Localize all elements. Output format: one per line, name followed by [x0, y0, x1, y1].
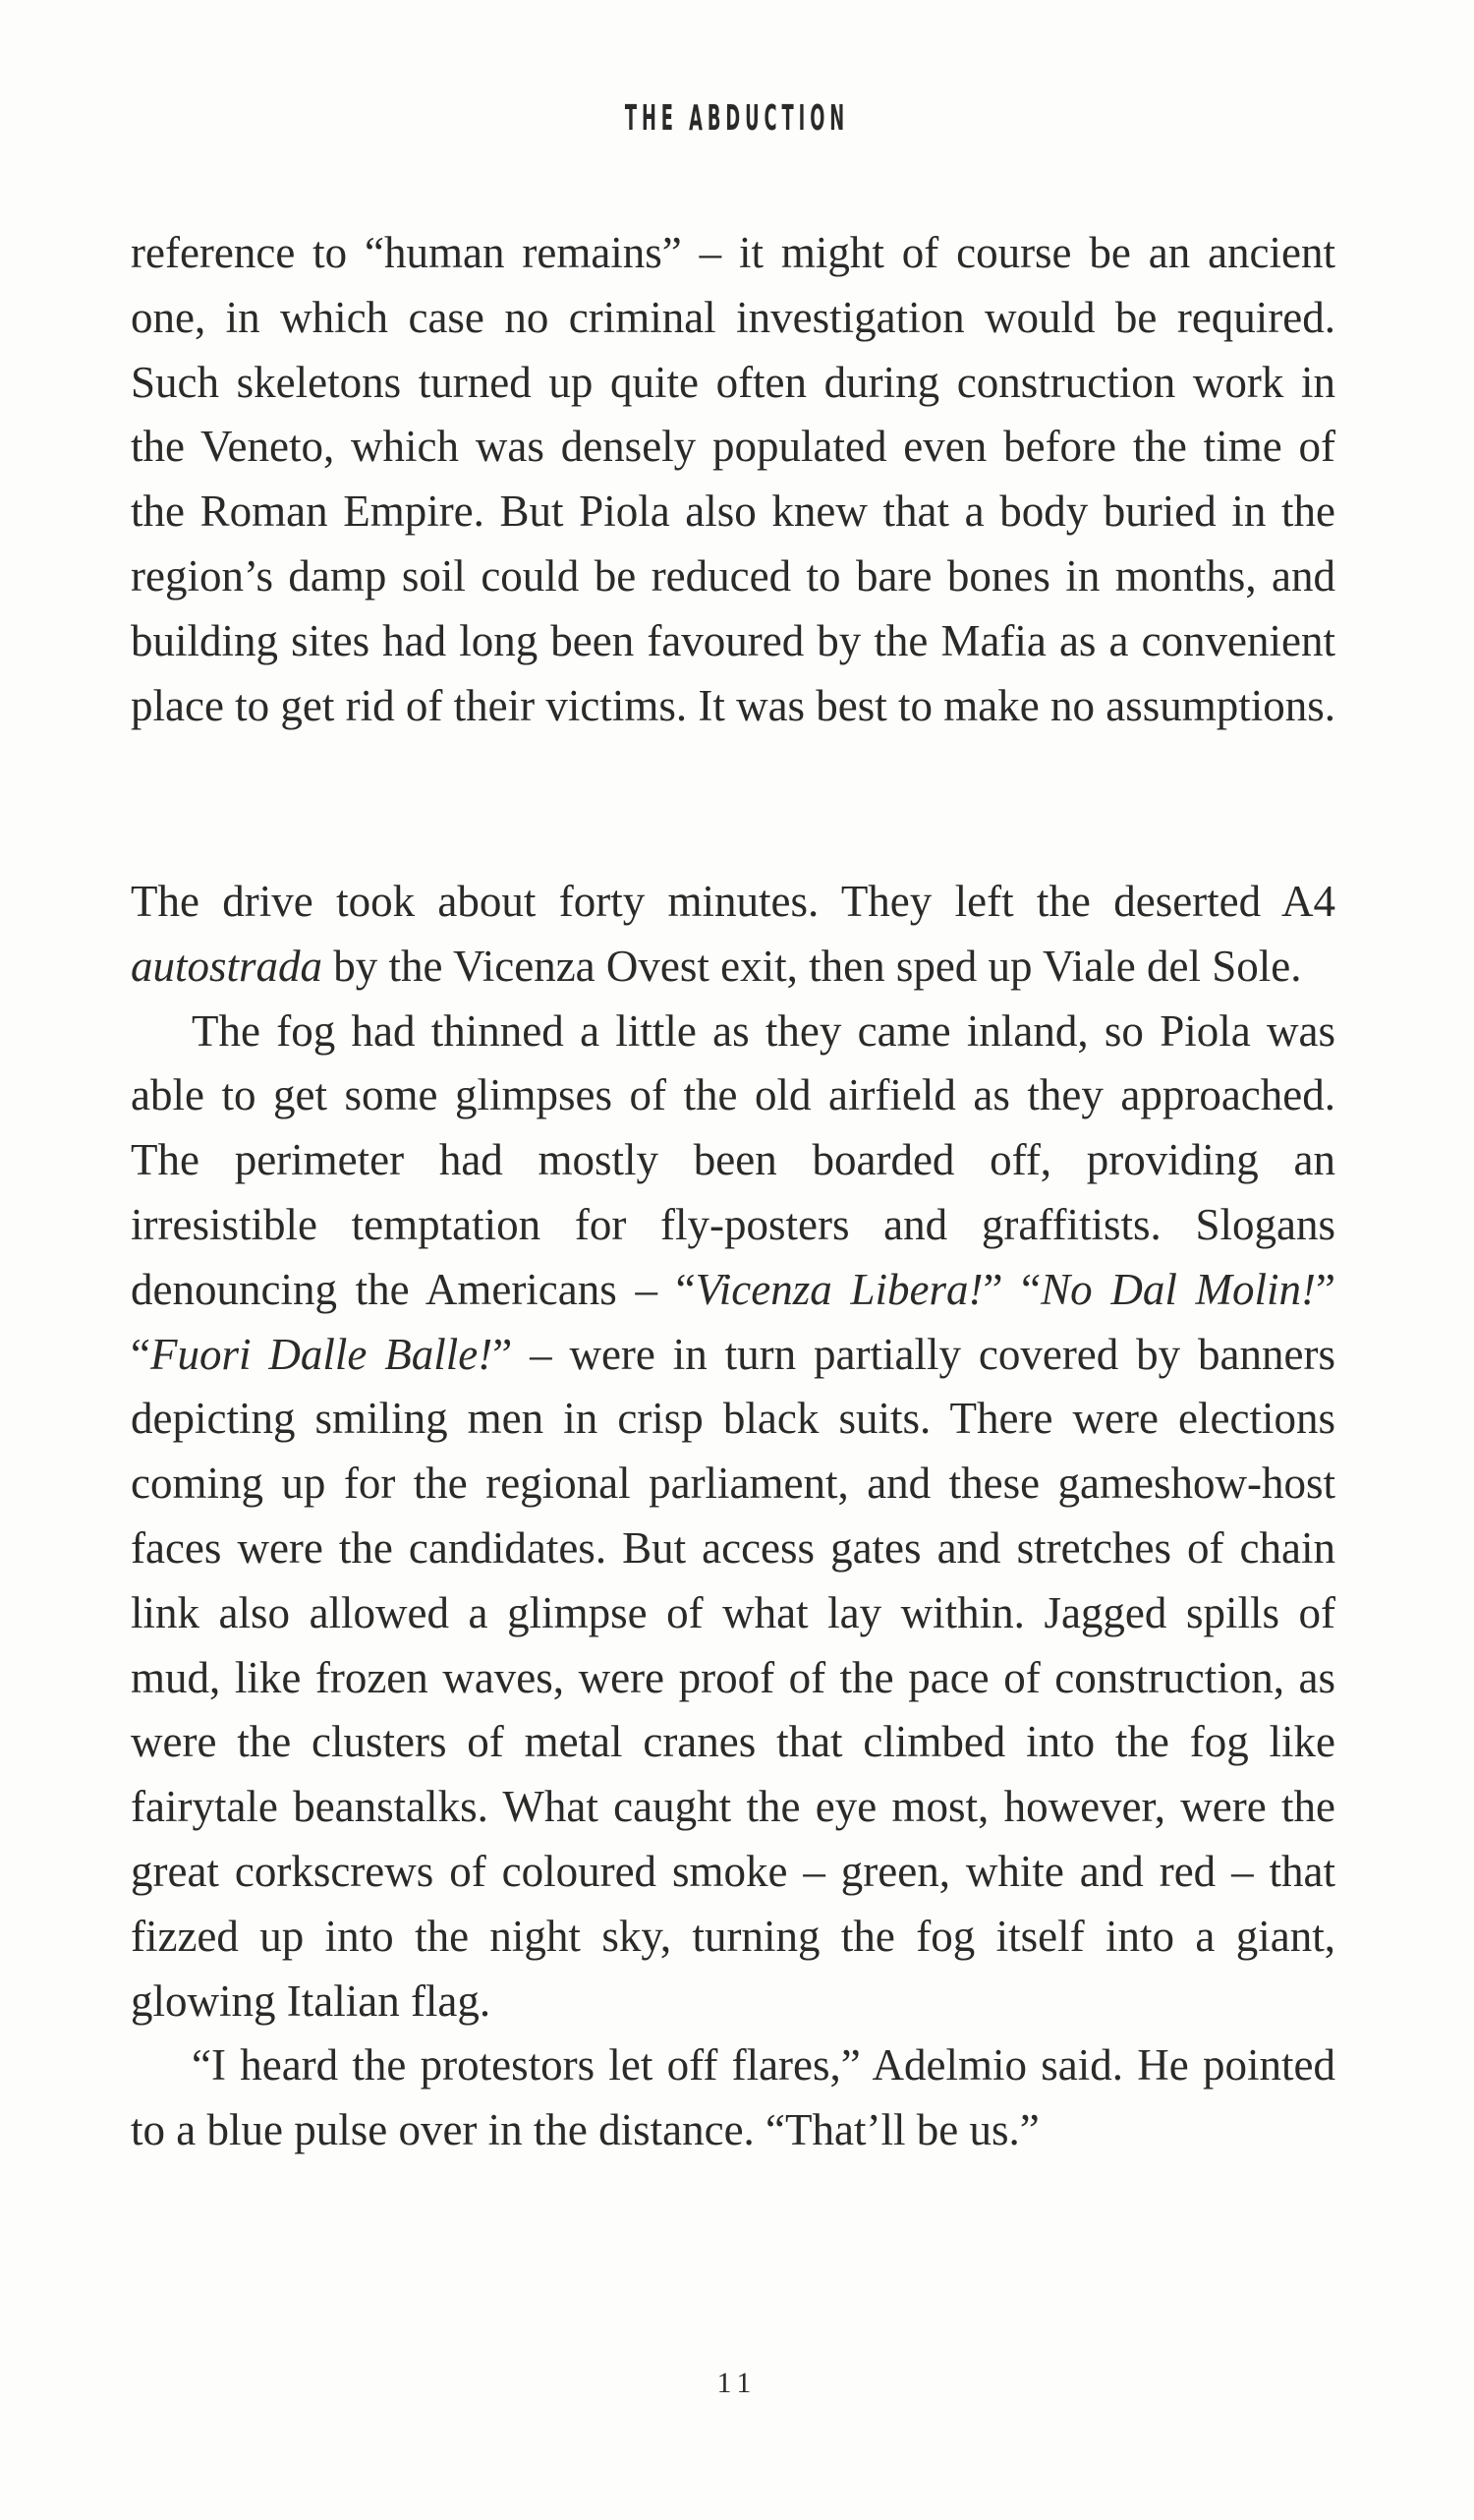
- paragraph-continued: [131, 221, 1335, 738]
- paragraph: [131, 1000, 1335, 2034]
- page-number: 11: [716, 2367, 758, 2399]
- italic-slogan: Fuori Dalle Balle!: [149, 1329, 493, 1379]
- paragraph: [131, 870, 1335, 1000]
- paragraph-text: The drive took about forty minutes. They left the deserted A4: [131, 877, 1335, 926]
- paragraph-text: by the Vicenza Ovest exit, then sped up Viale del Sole.: [322, 941, 1302, 991]
- text-block-main: [131, 870, 1335, 2163]
- paragraph-text: ” – were in turn partially covered by banners depicting smiling men in crisp black suits. There were elections coming up for the regional parliament, and these gameshow-host faces were the candidates. But access gates and stretches of chain link also allowed a glimpse of what lay within. Jagged spills of mud, like frozen waves, were proof of the pace of construction, as were the clusters of metal cranes that climbed into the fog like fairytale beanstalks. What caught the eye most, however, were the great corkscrews of coloured smoke – green, white and red – that fizzed up into the night sky, turning the fog itself into a giant, glowing Italian flag.: [131, 1329, 1335, 2026]
- paragraph-text: reference to “human remains” – it might of course be an ancient one, in which case no criminal investigation would be required. Such skeletons turned up quite often during construction work in the Veneto, which was densely populated even before the time of the Roman Empire. But Piola also knew that a body buried in the region’s damp soil could be reduced to bare bones in months, and building sites had long been favoured by the Mafia as a convenient place to get rid of their victims. It was best to make no assumptions.: [131, 228, 1336, 730]
- running-head: THE ABDUCTION: [624, 98, 850, 139]
- paragraph-text: The fog had thinned a little as they came inland, so Piola was able to get some glimpses of the old airfield as they approached. The perimeter had mostly been boarded off, providing an irresistible temptation for fly-posters and graffitists. Slogans denouncing the Americans – “: [131, 1005, 1335, 1314]
- paragraph-text: “I heard the protestors let off flares,” Adelmio said. He pointed to a blue pulse over in the distance. “That’ll be us.”: [131, 2040, 1335, 2155]
- italic-slogan: Vicenza Libera!: [695, 1264, 984, 1314]
- paragraph-text: ” “: [131, 1264, 1335, 1379]
- italic-term: autostrada: [131, 941, 323, 991]
- paragraph-text: ” “: [983, 1264, 1042, 1314]
- text-block-top: [131, 221, 1335, 738]
- paragraph: [131, 2033, 1335, 2163]
- italic-slogan: No Dal Molin!: [1041, 1264, 1317, 1314]
